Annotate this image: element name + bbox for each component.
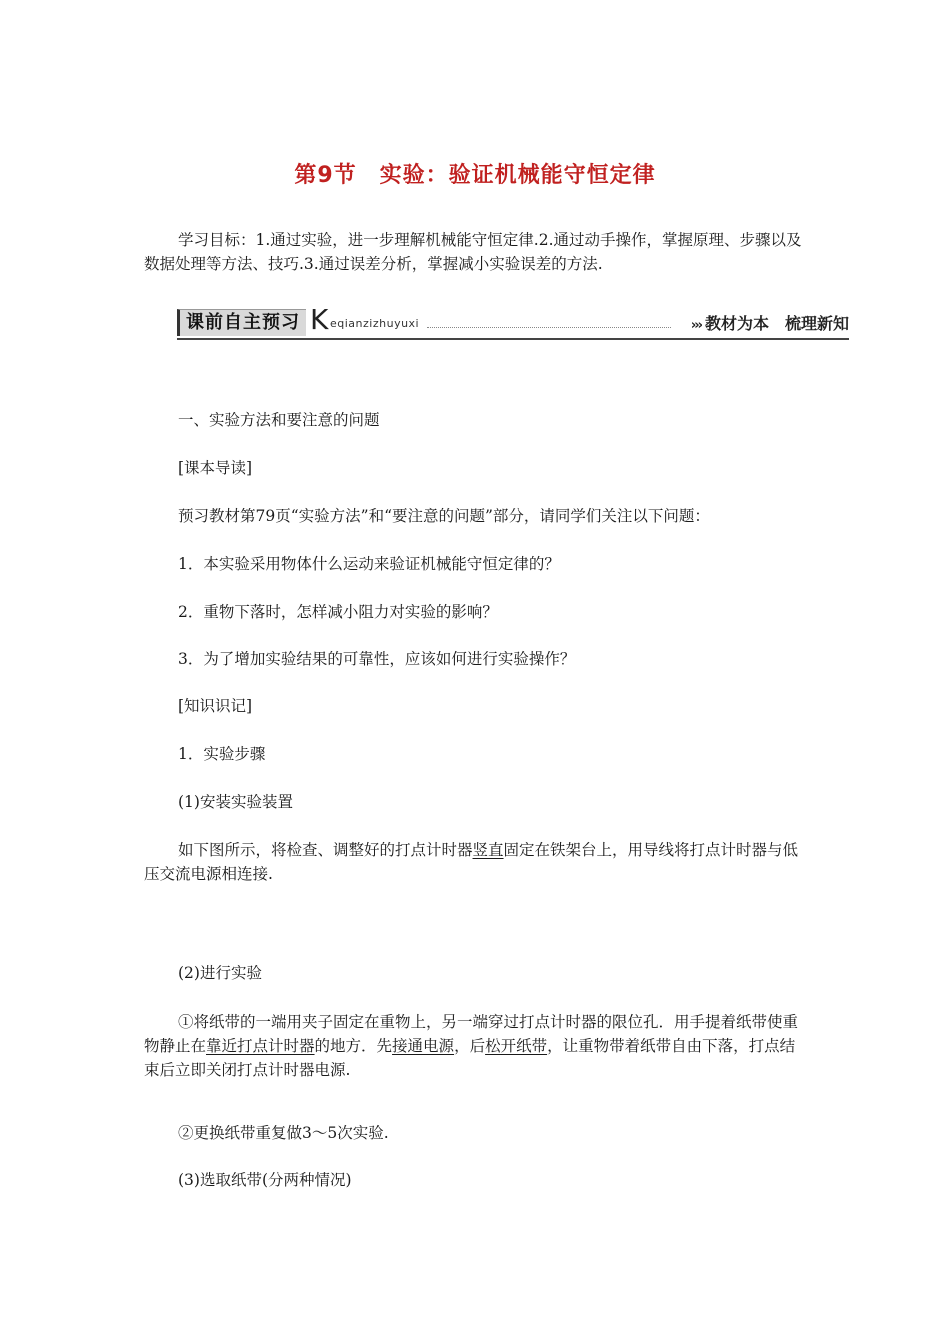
question-2: 2．重物下落时，怎样减小阻力对实验的影响？ (178, 603, 498, 621)
blank-answer: 靠近打点计时器 (206, 1037, 315, 1055)
banner-pinyin: eqianzizhuyuxi (330, 317, 420, 330)
step2-repeat: ②更换纸带重复做3～5次实验. (178, 1124, 389, 1142)
banner-tagline (691, 311, 849, 334)
banner-dotted-rule (427, 327, 671, 328)
question-1: 1．本实验采用物体什么运动来验证机械能守恒定律的？ (178, 555, 560, 573)
page-title: 第9节 实验：验证机械能守恒定律 (294, 163, 656, 188)
banner-underline (177, 338, 849, 340)
blank-answer: 接通电源 (392, 1037, 455, 1055)
guide-text: 预习教材第79页“实验方法”和“要注意的问题”部分，请同学们关注以下问题： (178, 507, 710, 525)
blank-answer: 松开纸带 (485, 1037, 548, 1055)
banner-initial: K (310, 303, 329, 336)
knowledge-tag: [知识识记] (178, 697, 253, 715)
banner-tagline-text: 教材为本 梳理新知 (704, 314, 849, 333)
section-banner (177, 303, 849, 341)
step1-heading: (1)安装实验装置 (178, 793, 293, 811)
section-heading: 一、实验方法和要注意的问题 (178, 411, 380, 429)
step1-paragraph: 如下图所示，将检查、调整好的打点计时器竖直固定在铁架台上，用导线将打点计时器与低压交流电源相连接. (144, 841, 799, 883)
guide-tag: [课本导读] (178, 459, 253, 477)
question-3: 3．为了增加实验结果的可靠性，应该如何进行实验操作？ (178, 650, 576, 668)
triple-chevron-icon: ››› (690, 318, 701, 333)
blank-answer: 竖直 (472, 841, 504, 859)
learning-objectives: 学习目标：1.通过实验，进一步理解机械能守恒定律.2.通过动手操作，掌握原理、步骤以及数据处理等方法、技巧.3.通过误差分析，掌握减小实验误差的方法. (144, 231, 802, 273)
banner-label: 课前自主预习 (177, 309, 306, 336)
step2-heading: (2)进行实验 (178, 964, 262, 982)
steps-heading: 1．实验步骤 (178, 745, 266, 763)
step3-heading: (3)选取纸带(分两种情况) (178, 1171, 352, 1189)
step2-paragraph: ①将纸带的一端用夹子固定在重物上，另一端穿过打点计时器的限位孔．用手提着纸带使重物静止在靠近打点计时器的地方．先接通电源，后松开纸带，让重物带着纸带自由下落，打点结束后立即关闭打点计时器电源. (144, 1013, 799, 1079)
